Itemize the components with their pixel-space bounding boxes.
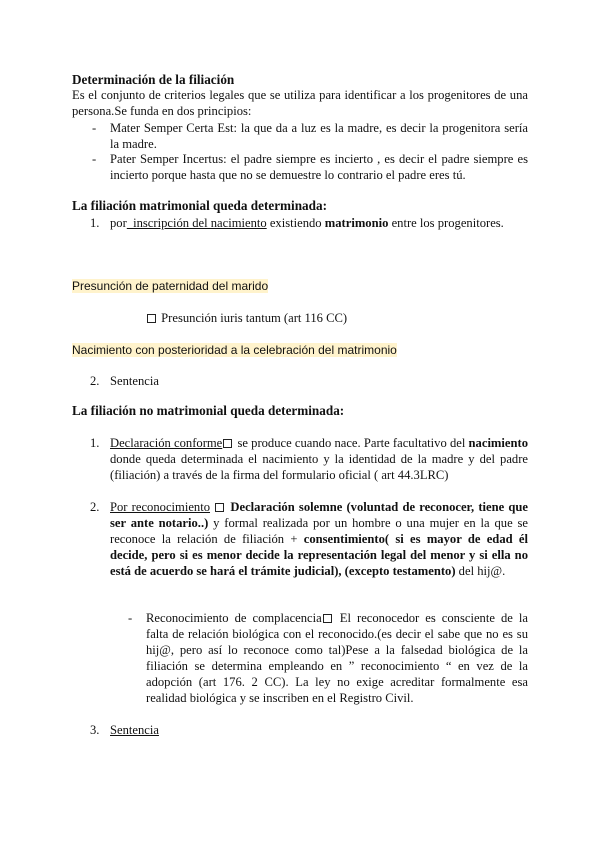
list-item-pater bbox=[92, 151, 528, 183]
reconocimiento-bold-b: consentimiento( si es mayor de edad él decide, pero si es menor decide la representación legal del menor y si ella no está de acuerdo se hará el trámite judicial), (excepto testamento) bbox=[110, 532, 528, 578]
presuncion-item bbox=[146, 310, 347, 326]
nacimiento-heading-text: Nacimiento con posterioridad a la celebración del matrimonio bbox=[72, 343, 397, 357]
nacimiento-heading bbox=[72, 342, 397, 358]
list-number: 2. bbox=[90, 374, 100, 388]
list-dash: - bbox=[128, 611, 133, 625]
inscripcion-bold: matrimonio bbox=[324, 216, 389, 230]
presuncion-heading bbox=[72, 278, 268, 294]
inscripcion-underlined: inscripción del nacimiento bbox=[126, 216, 267, 230]
list-item-reconocimiento bbox=[90, 499, 529, 579]
list-item-text: Pater Semper Incertus: el padre siempre es incierto , es decir el padre siempre es incierto porque hasta que no se demuestre lo contrario el padre eres tú. bbox=[110, 152, 528, 182]
sentencia-2-text: Sentencia bbox=[110, 723, 159, 737]
list-number: 2. bbox=[90, 500, 100, 514]
declaracion-text-a: se produce cuando nace. Parte facultativo del bbox=[234, 436, 469, 450]
sentencia-text: Sentencia bbox=[110, 374, 159, 388]
section-title-matrimonial: La filiación matrimonial queda determinada: bbox=[72, 198, 327, 213]
declaracion-bold: nacimiento bbox=[468, 436, 529, 450]
inscripcion-suffix: entre los progenitores. bbox=[388, 216, 504, 230]
presuncion-item-text: Presunción iuris tantum (art 116 CC) bbox=[161, 311, 348, 325]
section-title-no-matrimonial: La filiación no matrimonial queda determinada: bbox=[72, 403, 345, 418]
inscripcion-middle: existiendo bbox=[266, 216, 325, 230]
checkbox-square-icon bbox=[223, 439, 232, 448]
reconocimiento-bold-a: Declaración solemne (voluntad de reconocer, tiene que ser ante notario..) bbox=[110, 500, 528, 530]
presuncion-heading-text: Presunción de paternidad del marido bbox=[72, 279, 269, 293]
reconocimiento-underlined: Por reconocimiento bbox=[110, 500, 211, 514]
list-item-mater bbox=[92, 120, 528, 152]
reconocimiento-text-b: del hij@. bbox=[455, 564, 506, 578]
checkbox-square-icon bbox=[323, 614, 332, 623]
list-number: 1. bbox=[90, 216, 100, 230]
list-number: 3. bbox=[90, 723, 100, 737]
reconocimiento-text-a: y formal realizada por un hombre o una mujer en la que se reconoce la relación de filiación + bbox=[110, 516, 529, 546]
list-dash: - bbox=[92, 152, 97, 166]
intro-paragraph: Es el conjunto de criterios legales que se utiliza para identificar a los progenitores de una persona.Se funda en dos principios: bbox=[72, 88, 528, 118]
list-number: 1. bbox=[90, 436, 100, 450]
complacencia-prefix: Reconocimiento de complacencia bbox=[146, 611, 322, 625]
list-item-text: Mater Semper Certa Est: la que da a luz es la madre, es decir la progenitora sería la madre. bbox=[110, 121, 528, 151]
sub-item-complacencia bbox=[128, 610, 528, 706]
list-item-declaracion bbox=[90, 435, 529, 483]
declaracion-text-b: donde queda determinada el nacimiento y la identidad de la madre y del padre (filiación) a través de la firma del formulario oficial ( art 44.3LRC) bbox=[110, 452, 528, 482]
list-item-sentencia-2 bbox=[90, 722, 159, 738]
complacencia-text: El reconocedor es consciente de la falta de relación biológica con el reconocido.(es decir el sabe que no es su hij@, pero así lo reconoce como tal)Pese a la falsedad biológica de la filiación se determina empleando en ” reconocimiento “ en vez de la adopción (art 176. 2 CC). La ley no exige acreditar formalmente esa realidad biológica y se inscriben en el Registro Civil. bbox=[146, 611, 528, 705]
checkbox-square-icon bbox=[147, 314, 156, 323]
inscripcion-prefix: por bbox=[110, 216, 127, 230]
list-dash: - bbox=[92, 121, 97, 135]
checkbox-square-icon bbox=[215, 503, 224, 512]
list-item-inscripcion bbox=[90, 215, 528, 231]
list-item-sentencia bbox=[90, 373, 159, 389]
section-title-determinacion: Determinación de la filiación bbox=[72, 72, 235, 87]
declaracion-underlined: Declaración conforme bbox=[110, 436, 223, 450]
